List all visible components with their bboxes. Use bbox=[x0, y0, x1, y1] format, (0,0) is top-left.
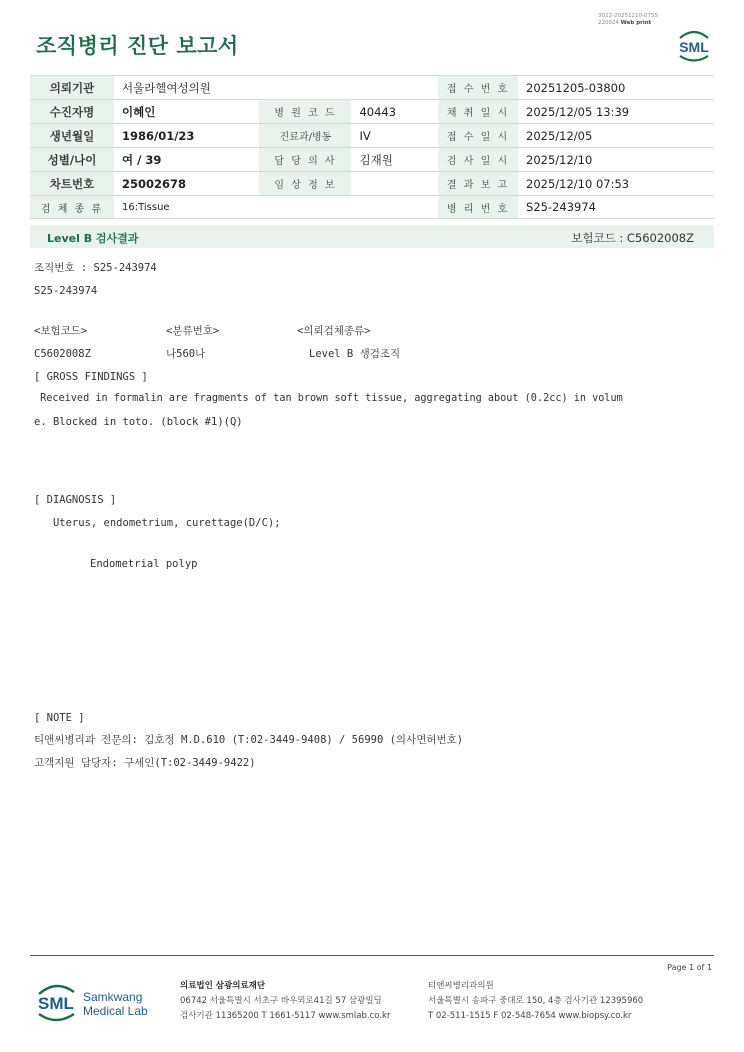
doc-number-line: 3022-20251210-0755 bbox=[598, 13, 658, 19]
value-department: IV bbox=[351, 124, 438, 148]
classification-value: 나560나 bbox=[166, 348, 206, 360]
label-pathology-number: 병 리 번 호 bbox=[438, 196, 518, 219]
insurance-code-heading: <보험코드> bbox=[34, 325, 88, 337]
label-clinical-info: 임 상 정 보 bbox=[259, 172, 351, 196]
label-physician: 담 당 의 사 bbox=[259, 148, 351, 172]
specimen-type-heading: <의뢰검체종류> bbox=[297, 325, 371, 337]
value-report-time: 2025/12/10 07:53 bbox=[518, 172, 714, 196]
document-number bbox=[598, 13, 668, 27]
note-heading: [ NOTE ] bbox=[34, 712, 85, 724]
footer-tnc-contact: T 02-511-1515 F 02-548-7654 www.biopsy.co.kr bbox=[428, 1011, 632, 1021]
value-received-date: 2025/12/05 bbox=[518, 124, 714, 148]
footer-tnc-info bbox=[428, 979, 643, 1024]
value-hospital-code: 40443 bbox=[351, 100, 438, 124]
label-patient-name: 수진자명 bbox=[30, 100, 114, 124]
value-sex-age: 여 / 39 bbox=[114, 148, 259, 172]
label-department: 진료과/병동 bbox=[259, 124, 351, 148]
info-row bbox=[30, 172, 714, 196]
diagnosis-result: Endometrial polyp bbox=[90, 558, 198, 570]
label-chart-number: 차트번호 bbox=[30, 172, 114, 196]
gross-findings-line: e. Blocked in toto. (block #1)(Q) bbox=[34, 416, 243, 428]
sml-logo-icon bbox=[674, 25, 714, 63]
insurance-code-value: C5602008Z bbox=[34, 348, 91, 360]
note-pathologist: 티앤씨병리과 전문의: 김호정 M.D.610 (T:02-3449-9408) / 56990 (의사면허번호) bbox=[34, 734, 464, 746]
info-row bbox=[30, 124, 714, 148]
footer-tnc-address: 서울특별시 송파구 중대로 150, 4층 검사기관 12395960 bbox=[428, 996, 644, 1006]
result-section-header bbox=[30, 225, 714, 248]
tissue-number-repeat: S25-243974 bbox=[34, 285, 98, 297]
value-requesting-institution: 서울라헬여성의원 bbox=[114, 76, 438, 100]
label-collection-time: 채 취 일 시 bbox=[438, 100, 518, 124]
label-accession-number: 접 수 번 호 bbox=[438, 76, 518, 100]
footer-logo-sml: SML bbox=[38, 994, 74, 1013]
label-specimen-type: 검 체 종 류 bbox=[30, 196, 114, 219]
report-title: 조직병리 진단 보고서 bbox=[36, 34, 239, 58]
label-sex-age: 성별/나이 bbox=[30, 148, 114, 172]
footer-sml-info bbox=[180, 979, 390, 1024]
footer-logo-line1: Samkwang bbox=[83, 990, 143, 1004]
value-specimen-type: 16:Tissue bbox=[114, 196, 438, 219]
insurance-code-label: 보험코드 : C5602008Z bbox=[571, 231, 694, 245]
doc-sub-number: 220024 bbox=[598, 20, 619, 26]
gross-findings-line: Received in formalin are fragments of tan brown soft tissue, aggregating about (0.2cc) in volum bbox=[34, 393, 623, 404]
specimen-type-value: Level B 생검조직 bbox=[309, 348, 401, 360]
info-row bbox=[30, 76, 714, 100]
footer-divider bbox=[30, 955, 714, 956]
classification-heading: <분류번호> bbox=[166, 325, 220, 337]
value-test-date: 2025/12/10 bbox=[518, 148, 714, 172]
value-chart-number: 25002678 bbox=[114, 172, 259, 196]
label-birth-date: 생년월일 bbox=[30, 124, 114, 148]
info-row bbox=[30, 148, 714, 172]
label-hospital-code: 병 원 코 드 bbox=[259, 100, 351, 124]
label-report-time: 결 과 보 고 bbox=[438, 172, 518, 196]
value-pathology-number: S25-243974 bbox=[518, 196, 714, 219]
note-customer-support: 고객지원 담당자: 구세인(T:02-3449-9422) bbox=[34, 757, 256, 769]
page-number: Page 1 of 1 bbox=[667, 963, 712, 972]
logo-text: SML bbox=[679, 39, 709, 55]
value-collection-time: 2025/12/05 13:39 bbox=[518, 100, 714, 124]
web-print-label: Web print bbox=[620, 20, 652, 26]
value-clinical-info bbox=[351, 172, 438, 196]
value-accession-number: 20251205-03800 bbox=[518, 76, 714, 100]
diagnosis-site: Uterus, endometrium, curettage(D/C); bbox=[34, 517, 281, 529]
tissue-number: 조직번호 : S25-243974 bbox=[34, 262, 157, 274]
footer-sml-name: 의료법인 삼광의료재단 bbox=[180, 981, 266, 991]
result-section-title: Level B 검사결과 bbox=[47, 232, 139, 245]
footer-tnc-name: 티앤씨병리과의원 bbox=[428, 981, 494, 991]
footer-sml-contact: 검사기관 11365200 T 1661-5117 www.smlab.co.kr bbox=[180, 1011, 391, 1021]
info-row bbox=[30, 196, 714, 219]
diagnosis-heading: [ DIAGNOSIS ] bbox=[34, 494, 117, 506]
label-test-date: 검 사 일 시 bbox=[438, 148, 518, 172]
info-row bbox=[30, 100, 714, 124]
value-physician: 김재원 bbox=[351, 148, 438, 172]
footer-sml-address: 06742 서울특별시 서초구 바우뫼로41길 57 삼광빌딩 bbox=[180, 996, 382, 1006]
gross-findings-heading: [ GROSS FINDINGS ] bbox=[34, 371, 148, 383]
value-birth-date: 1986/01/23 bbox=[114, 124, 259, 148]
patient-info-table bbox=[30, 75, 714, 219]
footer-logo-line2: Medical Lab bbox=[83, 1004, 148, 1018]
label-requesting-institution: 의뢰기관 bbox=[30, 76, 114, 100]
value-patient-name: 이혜인 bbox=[114, 100, 259, 124]
samkwang-logo bbox=[36, 980, 158, 1026]
label-received-date: 접 수 일 시 bbox=[438, 124, 518, 148]
